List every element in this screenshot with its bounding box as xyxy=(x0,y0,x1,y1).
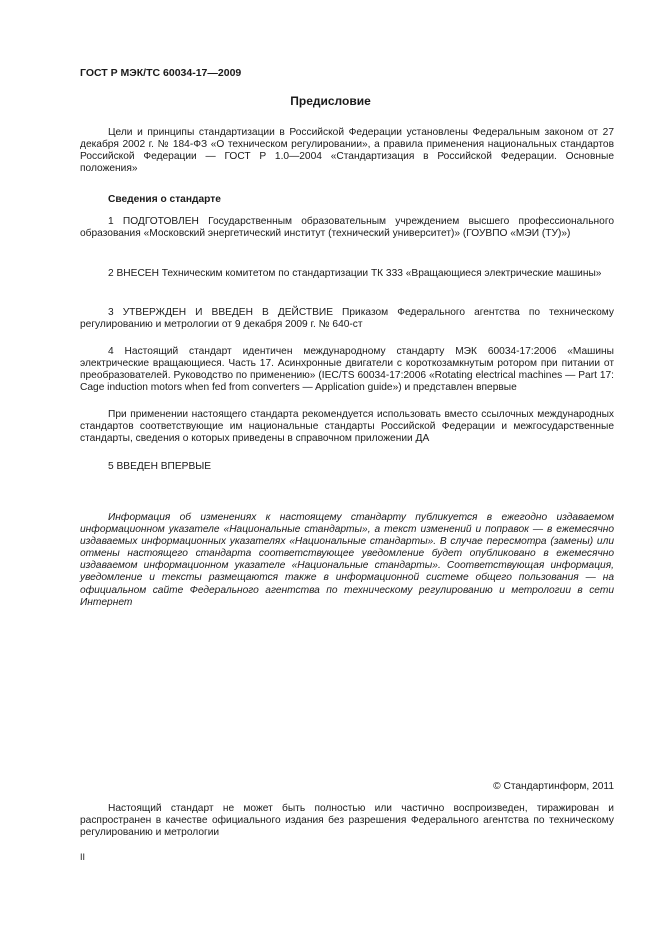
intro-text: Цели и принципы стандартизации в Российской Федерации установлены Федеральным законом от 27 декабря 2002 г. № 184-ФЗ «О техническом регулировании», а правила применения национальных стандартов Российской Федерации — ГОСТ Р 1.0—2004 «Стандартизация в Российской Федерации. Основные положения» xyxy=(80,127,614,175)
copyright: © Стандартинформ, 2011 xyxy=(493,781,614,792)
item-2-text: 2 ВНЕСЕН Техническим комитетом по стандартизации ТК 333 «Вращающиеся электрические машины» xyxy=(108,268,602,279)
page-number: II xyxy=(80,852,86,862)
item-5 xyxy=(80,461,614,473)
item-2 xyxy=(80,268,614,280)
reproduction-text: Настоящий стандарт не может быть полностью или частично воспроизведен, тиражирован и распространен в качестве официального издания без разрешения Федерального агентства по техническому регулированию и метрологии xyxy=(80,803,614,839)
item-4-note-text: При применении настоящего стандарта рекомендуется использовать вместо ссылочных международных стандартов соответствующие им национальные стандарты Российской Федерации и межгосударственные стандарты, сведения о которых приведены в справочном приложении ДА xyxy=(80,409,614,445)
document-header: ГОСТ Р МЭК/ТС 60034-17—2009 xyxy=(80,67,242,79)
item-1-text: 1 ПОДГОТОВЛЕН Государственным образовательным учреждением высшего профессионального образования «Московский энергетический институт (технический университет)» (ГОУВПО «МЭИ (ТУ)») xyxy=(80,216,614,240)
section-title: Сведения о стандарте xyxy=(108,194,221,205)
page-title: Предисловие xyxy=(290,94,371,108)
notice-paragraph xyxy=(80,512,614,609)
item-1 xyxy=(80,216,614,240)
item-3 xyxy=(80,307,614,331)
item-4 xyxy=(80,346,614,394)
notice-text: Информация об изменениях к настоящему стандарту публикуется в ежегодно издаваемом информационном указателе «Национальные стандарты», а текст изменений и поправок — в ежемесячно издаваемых информационных указателях «Национальные стандарты». В случае пересмотра (замены) или отмены настоящего стандарта соответствующее уведомление будет опубликовано в ежемесячно издаваемом информационном указателе «Национальные стандарты». Соответствующая информация, уведомление и тексты размещаются также в информационной системе общего пользования — на официальном сайте Федерального агентства по техническому регулированию и метрологии в сети Интернет xyxy=(80,512,614,608)
item-3-text: 3 УТВЕРЖДЕН И ВВЕДЕН В ДЕЙСТВИЕ Приказом Федерального агентства по техническому регулированию и метрологии от 9 декабря 2009 г. № 640-ст xyxy=(80,307,614,331)
item-4-note xyxy=(80,409,614,445)
reproduction-paragraph xyxy=(80,803,614,839)
intro-paragraph xyxy=(80,127,614,175)
item-5-text: 5 ВВЕДЕН ВПЕРВЫЕ xyxy=(108,461,212,472)
item-4-text: 4 Настоящий стандарт идентичен международному стандарту МЭК 60034-17:2006 «Машины электрические вращающиеся. Часть 17. Асинхронные двигатели с короткозамкнутым ротором при питании от преобразователей. Руководство по применению» (IEC/TS 60034-17:2006 «Rotating electrical machines — Part 17: Cage induction motors when fed from converters — Application guide») и представлен впервые xyxy=(80,346,614,394)
